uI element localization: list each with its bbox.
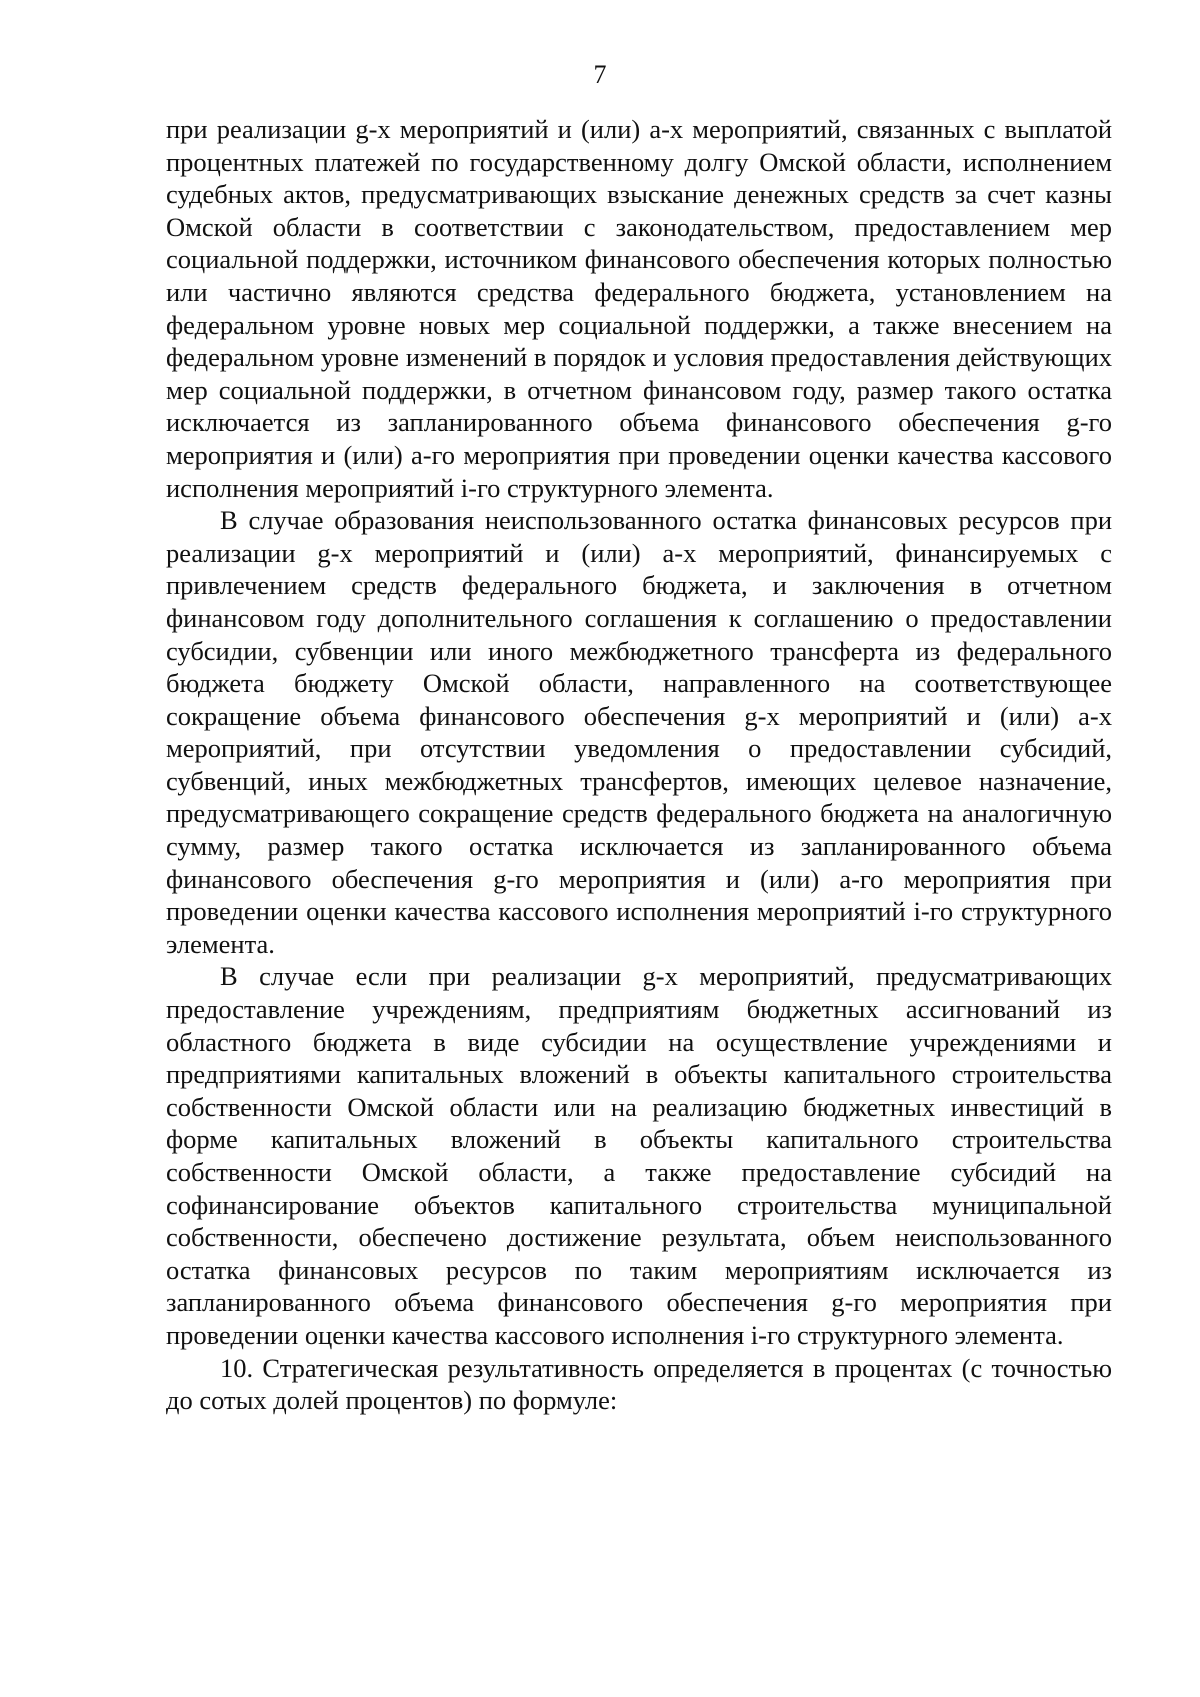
document-body <box>166 113 1112 1417</box>
paragraph-capital-investments: В случае если при реализации g-х мероприятий, предусматривающих предоставление учреждениям, предприятиям бюджетных ассигнований из областного бюджета в виде субсидии на осуществление учреждениями и предприятиями капитальных вложений в объекты капитального строительства собственности Омской области или на реализацию бюджетных инвестиций в форме капитальных вложений в объекты капитального строительства собственности Омской области, а также предоставление субсидий на софинансирование объектов капитального строительства муниципальной собственности, обеспечено достижение результата, объем неиспользованного остатка финансовых ресурсов по таким мероприятиям исключается из запланированного объема финансового обеспечения g-го мероприятия при проведении оценки качества кассового исполнения i-го структурного элемента. <box>166 961 1112 1350</box>
paragraph-federal-budget-remainder: В случае образования неиспользованного остатка финансовых ресурсов при реализации g-х мероприятий и (или) а-х мероприятий, финансируемых с привлечением средств федерального бюджета, и заключения в отчетном финансовом году дополнительного соглашения к соглашению о предоставлении субсидии, субвенции или иного межбюджетного трансферта из федерального бюджета бюджету Омской области, направленного на соответствующее сокращение объема финансового обеспечения g-х мероприятий и (или) а-х мероприятий, при отсутствии уведомления о предоставлении субсидий, субвенций, иных межбюджетных трансфертов, имеющих целевое назначение, предусматривающего сокращение средств федерального бюджета на аналогичную сумму, размер такого остатка исключается из запланированного объема финансового обеспечения g-го мероприятия и (или) а-го мероприятия при проведении оценки качества кассового исполнения мероприятий i-го структурного элемента. <box>166 505 1112 959</box>
paragraph-strategic-effectiveness: 10. Стратегическая результативность определяется в процентах (с точностью до сотых долей процентов) по формуле: <box>166 1352 1112 1416</box>
page-number: 7 <box>593 60 607 89</box>
paragraph-continuation: при реализации g-х мероприятий и (или) а-х мероприятий, связанных с выплатой процентных платежей по государственному долгу Омской области, исполнением судебных актов, предусматривающих взыскание денежных средств за счет казны Омской области в соответствии с законодательством, предоставлением мер социальной поддержки, источником финансового обеспечения которых полностью или частично являются средства федерального бюджета, установлением на федеральном уровне новых мер социальной поддержки, а также внесением на федеральном уровне изменений в порядок и условия предоставления действующих мер социальной поддержки, в отчетном финансовом году, размер такого остатка исключается из запланированного объема финансового обеспечения g-го мероприятия и (или) а-го мероприятия при проведении оценки качества кассового исполнения мероприятий i-го структурного элемента. <box>166 114 1112 503</box>
